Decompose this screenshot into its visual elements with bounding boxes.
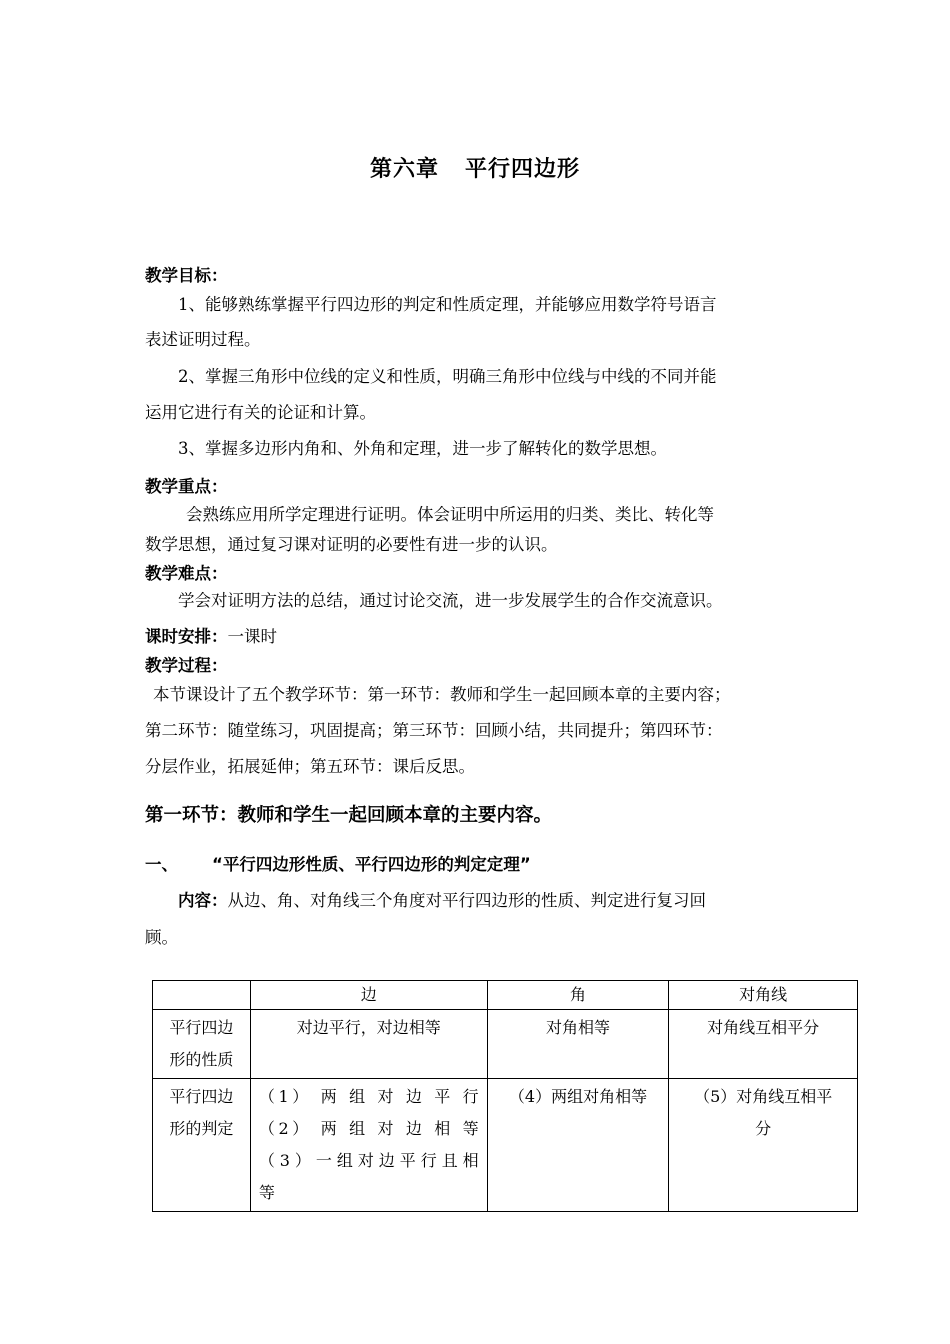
criterion-line: （1） 两 组 对 边 平 行	[258, 1087, 479, 1106]
process-heading: 教学过程：	[145, 656, 228, 675]
process-line-2: 第二环节：随堂练习，巩固提高；第三环节：回顾小结，共同提升；第四环节：	[145, 721, 723, 740]
focus-line-2: 数学思想，通过复习课对证明的必要性有进一步的认识。	[145, 535, 558, 554]
objectives-heading: 教学目标：	[145, 266, 228, 285]
process-line-3: 分层作业，拓展延伸；第五环节：课后反思。	[145, 757, 475, 776]
properties-table	[152, 980, 858, 1212]
table-header-cell: 边	[250, 981, 487, 1010]
criterion-line: （3）一组对边平行且相	[258, 1151, 479, 1170]
schedule	[145, 626, 277, 648]
objective-1-line-1: 1、能够熟练掌握平行四边形的判定和性质定理，并能够应用数学符号语言	[178, 295, 717, 314]
focus-line-1: 会熟练应用所学定理进行证明。体会证明中所运用的归类、类比、转化等	[186, 505, 714, 524]
page-title	[0, 152, 950, 183]
criterion-line: （2） 两 组 对 边 相 等	[258, 1119, 479, 1138]
content-text: 从边、角、对角线三个角度对平行四边形的性质、判定进行复习回	[227, 891, 706, 910]
row-label-line: 平行四边	[169, 1087, 234, 1106]
criterion-line: （5）对角线互相平	[694, 1087, 833, 1106]
table-header-row	[153, 981, 858, 1010]
objective-2-line-1: 2、掌握三角形中位线的定义和性质，明确三角形中位线与中线的不同并能	[178, 367, 717, 386]
table-cell-side: 对边平行，对边相等	[250, 1010, 487, 1079]
chapter-name: 平行四边形	[465, 157, 581, 182]
difficulty-line-1: 学会对证明方法的总结，通过讨论交流，进一步发展学生的合作交流意识。	[178, 591, 723, 610]
schedule-value: 一课时	[227, 627, 277, 646]
section-1-sub-number: 一、	[145, 855, 178, 874]
table-row-label	[153, 1079, 251, 1212]
difficulty-heading: 教学难点：	[145, 564, 228, 583]
table-cell-diagonal	[669, 1079, 858, 1212]
table-header-cell: 角	[487, 981, 669, 1010]
table-row-label	[153, 1010, 251, 1079]
process-line-1: 本节课设计了五个教学环节：第一环节：教师和学生一起回顾本章的主要内容；	[153, 685, 731, 704]
table-header-cell: 对角线	[669, 981, 858, 1010]
focus-heading: 教学重点：	[145, 477, 228, 496]
row-label-line: 平行四边	[169, 1018, 234, 1037]
table-cell-side	[250, 1079, 487, 1212]
section-1-sub-title: “平行四边形性质、平行四边形的判定定理”	[212, 855, 531, 874]
row-label-line: 形的判定	[169, 1119, 234, 1138]
table-row	[153, 1010, 858, 1079]
table-row	[153, 1079, 858, 1212]
criterion-line: 等	[258, 1183, 275, 1202]
section-1-heading: 第一环节：教师和学生一起回顾本章的主要内容。	[145, 805, 553, 826]
section-1-content-line-1	[178, 890, 706, 912]
table-cell-angle: （4）两组对角相等	[487, 1079, 669, 1212]
table-cell-diagonal: 对角线互相平分	[669, 1010, 858, 1079]
objective-3: 3、掌握多边形内角和、外角和定理，进一步了解转化的数学思想。	[178, 439, 667, 458]
criterion-line: 分	[755, 1119, 772, 1138]
table-header-cell	[153, 981, 251, 1010]
content-label: 内容：	[178, 891, 228, 910]
objective-1-line-2: 表述证明过程。	[145, 330, 261, 349]
schedule-label: 课时安排：	[145, 627, 228, 646]
row-label-line: 形的性质	[169, 1050, 234, 1069]
table-cell-angle: 对角相等	[487, 1010, 669, 1079]
section-1-content-line-2: 顾。	[145, 928, 178, 947]
chapter-number: 第六章	[369, 157, 439, 182]
objective-2-line-2: 运用它进行有关的论证和计算。	[145, 403, 376, 422]
